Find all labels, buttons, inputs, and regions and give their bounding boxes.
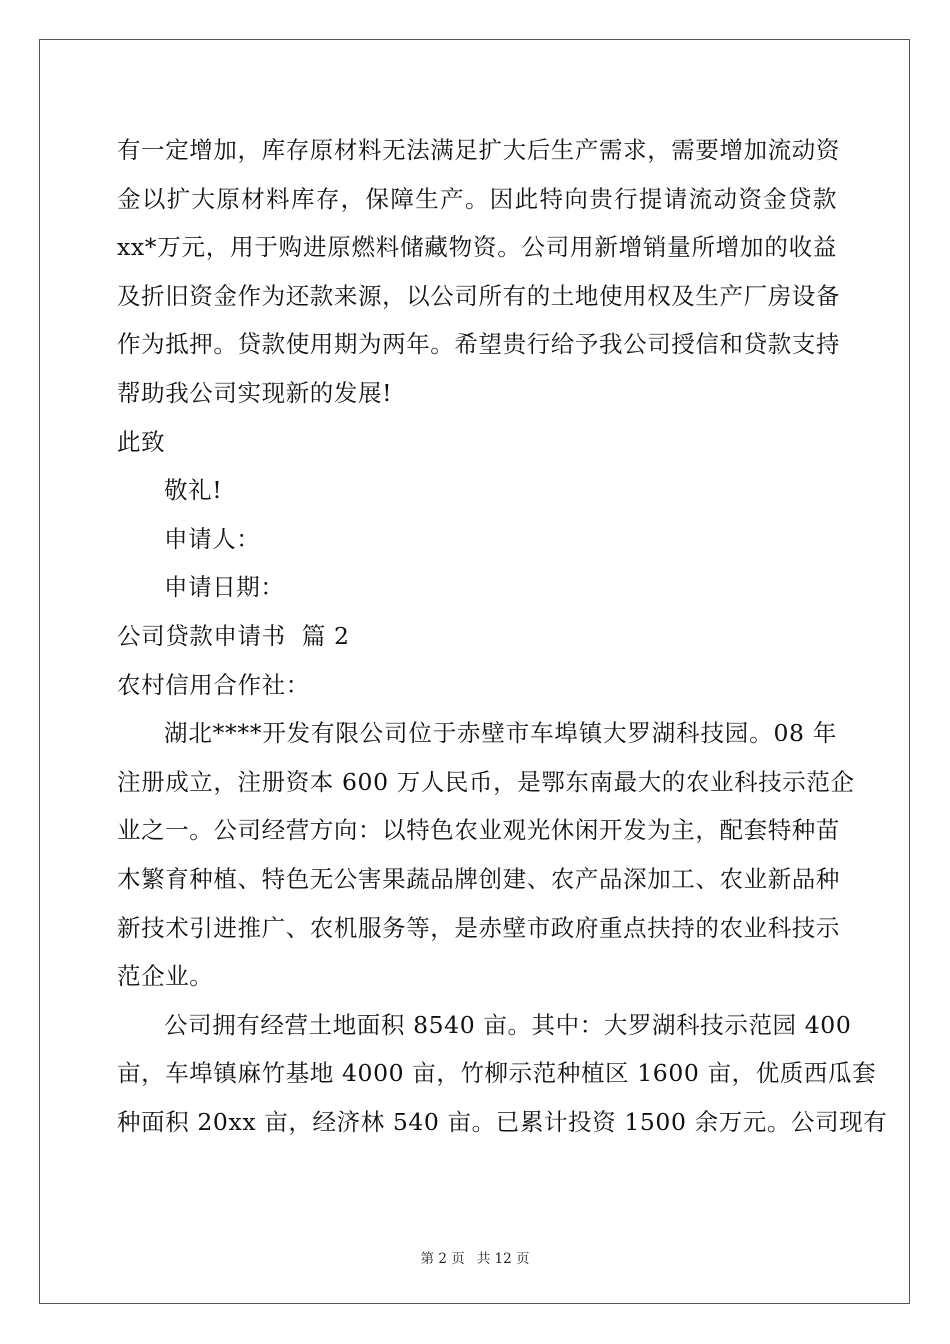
paragraph-line: 业之一。公司经营方向：以特色农业观光休闲开发为主，配套特种苗 (117, 816, 840, 845)
closing-salutation: 此致 (117, 427, 166, 456)
paragraph-line: 种面积 20xx 亩，经济林 540 亩。已累计投资 1500 余万元。公司现有 (117, 1107, 888, 1136)
section-title: 公司贷款申请书 篇 2 (117, 621, 350, 650)
paragraph-line: 注册成立，注册资本 600 万人民币，是鄂东南最大的农业科技示范企 (117, 767, 855, 796)
paragraph-line: 范企业。 (117, 962, 214, 991)
paragraph-line: 湖北****开发有限公司位于赤壁市车埠镇大罗湖科技园。08 年 (164, 719, 837, 748)
paragraph-line: 公司拥有经营土地面积 8540 亩。其中：大罗湖科技示范园 400 (164, 1010, 852, 1039)
application-date-label: 申请日期： (164, 573, 285, 602)
paragraph-line: 新技术引进推广、农机服务等，是赤壁市政府重点扶持的农业科技示 (117, 913, 840, 942)
paragraph-line: xx*万元，用于购进原燃料储藏物资。公司用新增销量所增加的收益 (117, 233, 837, 262)
paragraph-line: 有一定增加，库存原材料无法满足扩大后生产需求，需要增加流动资 (117, 136, 840, 164)
paragraph-line: 及折旧资金作为还款来源，以公司所有的土地使用权及生产厂房设备 (117, 281, 840, 310)
page-number: 第 2 页 (420, 1251, 465, 1267)
closing-regards: 敬礼! (164, 476, 223, 505)
paragraph-line: 金以扩大原材料库存，保障生产。因此特向贵行提请流动资金贷款 (117, 184, 837, 213)
paragraph-line: 亩，车埠镇麻竹基地 4000 亩，竹柳示范种植区 1600 亩，优质西瓜套 (117, 1059, 877, 1088)
paragraph-line: 作为抵押。贷款使用期为两年。希望贵行给予我公司授信和贷款支持 (117, 330, 840, 359)
paragraph-line: 帮助我公司实现新的发展! (117, 378, 393, 407)
page-footer (0, 1247, 950, 1267)
document-body (117, 126, 888, 1146)
recipient-line: 农村信用合作社： (117, 670, 310, 699)
paragraph-line: 木繁育种植、特色无公害果蔬品牌创建、农产品深加工、农业新品种 (117, 864, 840, 893)
applicant-label: 申请人： (164, 524, 261, 553)
page-total: 共 12 页 (476, 1251, 530, 1267)
